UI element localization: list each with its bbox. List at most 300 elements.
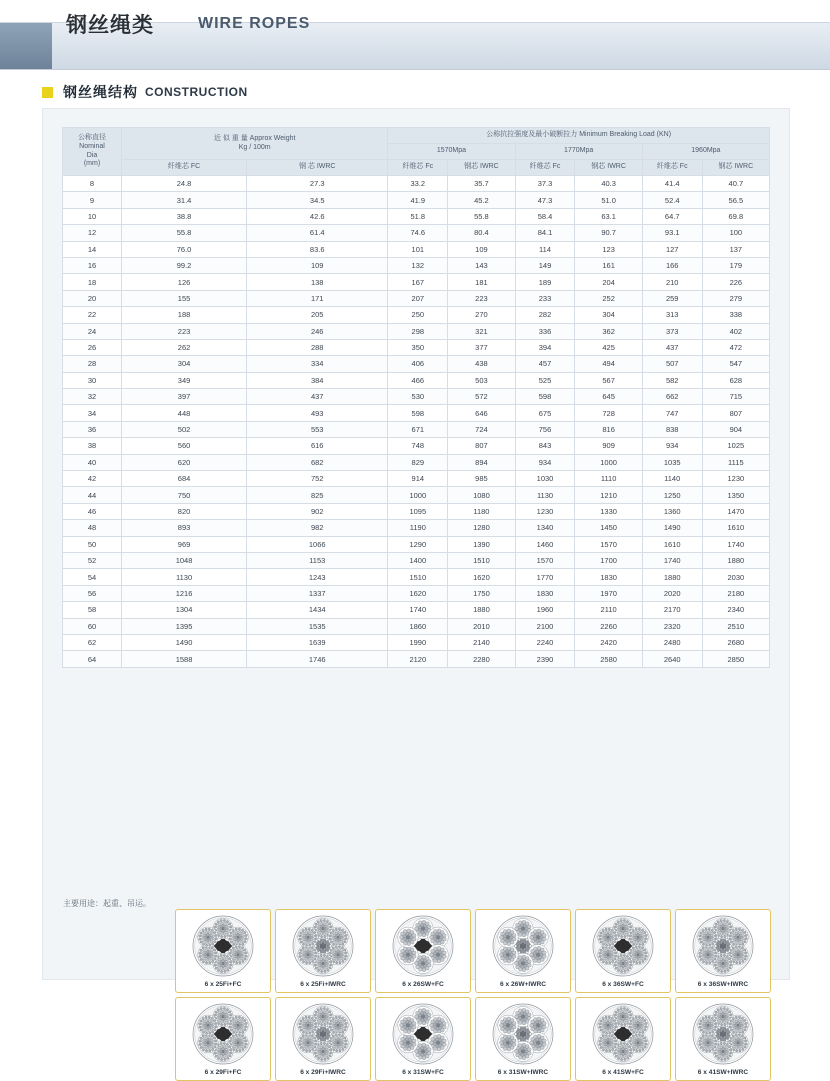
cell-nominal-dia: 48: [63, 520, 122, 536]
cell-value: 246: [247, 323, 388, 339]
rope-cross-section-icon: [592, 915, 654, 977]
cell-value: 47.3: [515, 192, 575, 208]
cell-value: 1000: [575, 454, 642, 470]
cell-value: 397: [122, 389, 247, 405]
cell-value: 252: [575, 290, 642, 306]
table-row: [63, 405, 770, 421]
cell-nominal-dia: 22: [63, 307, 122, 323]
cell-value: 493: [247, 405, 388, 421]
cell-value: 825: [247, 487, 388, 503]
cell-value: 1880: [702, 552, 769, 568]
table-row: [63, 225, 770, 241]
cell-value: 2170: [642, 602, 702, 618]
construction-diagram-cell[interactable]: [575, 997, 671, 1081]
cell-value: 138: [247, 274, 388, 290]
cell-value: 1110: [575, 471, 642, 487]
cell-value: 1510: [388, 569, 448, 585]
cell-nominal-dia: 9: [63, 192, 122, 208]
cell-value: 171: [247, 290, 388, 306]
cell-value: 684: [122, 471, 247, 487]
cell-value: 893: [122, 520, 247, 536]
table-row: [63, 503, 770, 519]
cell-value: 1490: [122, 634, 247, 650]
cell-value: 279: [702, 290, 769, 306]
cell-value: 41.4: [642, 176, 702, 192]
cell-value: 1535: [247, 618, 388, 634]
table-row: [63, 569, 770, 585]
th-load-1570-fc: 纤维芯 Fc: [388, 160, 448, 176]
th-load-1960-iwrc: 钢芯 IWRC: [702, 160, 769, 176]
table-row: [63, 520, 770, 536]
cell-value: 155: [122, 290, 247, 306]
th-load-1570-iwrc: 钢芯 IWRC: [448, 160, 515, 176]
cell-value: 181: [448, 274, 515, 290]
table-body: [63, 176, 770, 668]
th-nominal-dia-l3: Dia: [86, 151, 98, 159]
cell-value: 377: [448, 339, 515, 355]
construction-diagram-label: 6 x 25Fi+IWRC: [300, 981, 346, 988]
cell-value: 109: [448, 241, 515, 257]
cell-value: 1066: [247, 536, 388, 552]
construction-diagram-cell[interactable]: [475, 909, 571, 993]
th-load-1770-fc: 纤维芯 Fc: [515, 160, 575, 176]
cell-value: 1740: [702, 536, 769, 552]
cell-value: 1216: [122, 585, 247, 601]
cell-nominal-dia: 10: [63, 208, 122, 224]
cell-value: 1030: [515, 471, 575, 487]
cell-value: 1230: [515, 503, 575, 519]
bullet-square-icon: [42, 87, 53, 98]
cell-value: 1510: [448, 552, 515, 568]
table-row: [63, 356, 770, 372]
cell-value: 1190: [388, 520, 448, 536]
th-strength-1570: 1570Mpa: [388, 144, 515, 160]
cell-value: 2030: [702, 569, 769, 585]
th-load-1960-fc: 纤维芯 Fc: [642, 160, 702, 176]
cell-value: 114: [515, 241, 575, 257]
cell-nominal-dia: 24: [63, 323, 122, 339]
cell-value: 675: [515, 405, 575, 421]
cell-value: 902: [247, 503, 388, 519]
cell-value: 969: [122, 536, 247, 552]
cell-value: 1140: [642, 471, 702, 487]
table-row: [63, 487, 770, 503]
rope-cross-section-icon: [692, 1003, 754, 1065]
cell-value: 1400: [388, 552, 448, 568]
th-nominal-dia-l1: 公称直径: [78, 134, 106, 141]
cell-value: 1750: [448, 585, 515, 601]
cell-value: 715: [702, 389, 769, 405]
th-strength-1770: 1770Mpa: [515, 144, 642, 160]
table-row: [63, 389, 770, 405]
cell-value: 207: [388, 290, 448, 306]
rope-cross-section-icon: [492, 915, 554, 977]
cell-nominal-dia: 42: [63, 471, 122, 487]
cell-value: 83.6: [247, 241, 388, 257]
cell-nominal-dia: 12: [63, 225, 122, 241]
cell-value: 161: [575, 257, 642, 273]
cell-value: 582: [642, 372, 702, 388]
construction-diagram-label: 6 x 36SW+FC: [602, 981, 644, 988]
cell-value: 123: [575, 241, 642, 257]
cell-value: 1610: [702, 520, 769, 536]
construction-diagram-cell[interactable]: [675, 909, 771, 993]
cell-value: 74.6: [388, 225, 448, 241]
cell-nominal-dia: 38: [63, 438, 122, 454]
construction-diagram-cell[interactable]: [275, 997, 371, 1081]
cell-value: 1460: [515, 536, 575, 552]
cell-value: 313: [642, 307, 702, 323]
cell-value: 40.3: [575, 176, 642, 192]
cell-value: 349: [122, 372, 247, 388]
construction-diagram-label: 6 x 31SW+FC: [402, 1069, 444, 1076]
cell-value: 188: [122, 307, 247, 323]
table-row: [63, 307, 770, 323]
construction-diagram-cell[interactable]: [575, 909, 671, 993]
cell-value: 1095: [388, 503, 448, 519]
cell-value: 137: [702, 241, 769, 257]
cell-value: 2110: [575, 602, 642, 618]
cell-value: 2120: [388, 651, 448, 667]
construction-diagram-cell[interactable]: [475, 997, 571, 1081]
cell-value: 724: [448, 421, 515, 437]
cell-value: 1746: [247, 651, 388, 667]
cell-value: 1434: [247, 602, 388, 618]
cell-value: 2260: [575, 618, 642, 634]
cell-nominal-dia: 64: [63, 651, 122, 667]
cell-value: 1740: [642, 552, 702, 568]
cell-value: 1304: [122, 602, 247, 618]
cell-nominal-dia: 46: [63, 503, 122, 519]
cell-value: 1470: [702, 503, 769, 519]
section-title-cn: 钢丝绳结构: [63, 84, 138, 100]
cell-nominal-dia: 18: [63, 274, 122, 290]
cell-value: 750: [122, 487, 247, 503]
cell-nominal-dia: 8: [63, 176, 122, 192]
cell-nominal-dia: 32: [63, 389, 122, 405]
cell-value: 35.7: [448, 176, 515, 192]
th-load-1770-iwrc: 钢芯 IWRC: [575, 160, 642, 176]
table-row: [63, 438, 770, 454]
table-row: [63, 585, 770, 601]
cell-value: 1770: [515, 569, 575, 585]
cell-value: 210: [642, 274, 702, 290]
cell-value: 350: [388, 339, 448, 355]
cell-value: 2180: [702, 585, 769, 601]
cell-value: 63.1: [575, 208, 642, 224]
cell-value: 645: [575, 389, 642, 405]
cell-nominal-dia: 28: [63, 356, 122, 372]
cell-value: 1880: [448, 602, 515, 618]
table-row: [63, 192, 770, 208]
cell-value: 494: [575, 356, 642, 372]
cell-value: 233: [515, 290, 575, 306]
cell-value: 84.1: [515, 225, 575, 241]
th-breaking-load: 公称抗拉强度及最小破断拉力 Minimum Breaking Load (KN): [388, 128, 770, 144]
cell-value: 166: [642, 257, 702, 273]
construction-diagram-label: 6 x 36SW+IWRC: [697, 981, 749, 988]
cell-value: 1153: [247, 552, 388, 568]
cell-value: 2140: [448, 634, 515, 650]
rope-cross-section-icon: [392, 1003, 454, 1065]
cell-value: 829: [388, 454, 448, 470]
cell-value: 1620: [448, 569, 515, 585]
cell-value: 179: [702, 257, 769, 273]
cell-value: 90.7: [575, 225, 642, 241]
table-row: [63, 552, 770, 568]
cell-value: 304: [122, 356, 247, 372]
cell-value: 262: [122, 339, 247, 355]
rope-cross-section-icon: [192, 1003, 254, 1065]
usage-note: 主要用途：起重、吊运。: [63, 899, 151, 908]
rope-cross-section-icon: [692, 915, 754, 977]
cell-value: 101: [388, 241, 448, 257]
table-row: [63, 602, 770, 618]
cell-value: 2240: [515, 634, 575, 650]
cell-value: 2340: [702, 602, 769, 618]
cell-value: 934: [642, 438, 702, 454]
cell-value: 503: [448, 372, 515, 388]
cell-value: 304: [575, 307, 642, 323]
cell-value: 843: [515, 438, 575, 454]
table-row: [63, 274, 770, 290]
rope-cross-section-icon: [392, 915, 454, 977]
cell-nominal-dia: 34: [63, 405, 122, 421]
cell-value: 204: [575, 274, 642, 290]
construction-diagram-label: 6 x 29Fi+FC: [204, 1069, 242, 1076]
cell-nominal-dia: 36: [63, 421, 122, 437]
cell-value: 1395: [122, 618, 247, 634]
cell-value: 259: [642, 290, 702, 306]
cell-value: 2580: [575, 651, 642, 667]
cell-value: 1080: [448, 487, 515, 503]
cell-value: 1000: [388, 487, 448, 503]
cell-value: 1490: [642, 520, 702, 536]
cell-value: 1290: [388, 536, 448, 552]
cell-value: 402: [702, 323, 769, 339]
table-header: [63, 128, 770, 176]
th-weight-iwrc: 钢 芯 IWRC: [247, 160, 388, 176]
cell-nominal-dia: 62: [63, 634, 122, 650]
cell-value: 728: [575, 405, 642, 421]
cell-value: 93.1: [642, 225, 702, 241]
cell-nominal-dia: 58: [63, 602, 122, 618]
cell-nominal-dia: 14: [63, 241, 122, 257]
cell-value: 914: [388, 471, 448, 487]
construction-diagram-label: 6 x 31SW+IWRC: [497, 1069, 549, 1076]
th-approx-weight: [122, 128, 388, 160]
construction-diagram-label: 6 x 26SW+FC: [402, 981, 444, 988]
cell-value: 2850: [702, 651, 769, 667]
cell-value: 598: [388, 405, 448, 421]
cell-value: 438: [448, 356, 515, 372]
cell-value: 31.4: [122, 192, 247, 208]
cell-value: 662: [642, 389, 702, 405]
cell-value: 288: [247, 339, 388, 355]
construction-diagram-label: 6 x 25Fi+FC: [204, 981, 242, 988]
cell-value: 99.2: [122, 257, 247, 273]
cell-value: 425: [575, 339, 642, 355]
cell-value: 1620: [388, 585, 448, 601]
cell-value: 149: [515, 257, 575, 273]
th-nominal-dia-l2: Nominal: [79, 142, 105, 150]
cell-value: 904: [702, 421, 769, 437]
construction-diagram-cell[interactable]: [375, 909, 471, 993]
cell-value: 2420: [575, 634, 642, 650]
cell-nominal-dia: 50: [63, 536, 122, 552]
table-row: [63, 323, 770, 339]
cell-value: 33.2: [388, 176, 448, 192]
table-row: [63, 241, 770, 257]
cell-value: 437: [642, 339, 702, 355]
cell-nominal-dia: 40: [63, 454, 122, 470]
cell-value: 55.8: [122, 225, 247, 241]
section-title-en: CONSTRUCTION: [145, 85, 248, 99]
cell-value: 61.4: [247, 225, 388, 241]
cell-value: 321: [448, 323, 515, 339]
cell-value: 807: [448, 438, 515, 454]
cell-value: 27.3: [247, 176, 388, 192]
cell-value: 1130: [515, 487, 575, 503]
cell-value: 1130: [122, 569, 247, 585]
construction-diagram-cell[interactable]: [175, 909, 271, 993]
cell-value: 2390: [515, 651, 575, 667]
cell-value: 909: [575, 438, 642, 454]
cell-value: 167: [388, 274, 448, 290]
cell-value: 24.8: [122, 176, 247, 192]
cell-value: 1830: [515, 585, 575, 601]
cell-nominal-dia: 56: [63, 585, 122, 601]
cell-value: 682: [247, 454, 388, 470]
table-row: [63, 176, 770, 192]
cell-value: 2510: [702, 618, 769, 634]
cell-value: 69.8: [702, 208, 769, 224]
cell-value: 448: [122, 405, 247, 421]
table-row: [63, 290, 770, 306]
cell-value: 1337: [247, 585, 388, 601]
cell-value: 58.4: [515, 208, 575, 224]
cell-value: 985: [448, 471, 515, 487]
cell-value: 1740: [388, 602, 448, 618]
th-approx-weight-l1: 近 似 重 量 Approx Weight: [213, 134, 296, 142]
cell-value: 41.9: [388, 192, 448, 208]
cell-value: 1570: [515, 552, 575, 568]
th-weight-fc: 纤维芯 FC: [122, 160, 247, 176]
cell-value: 37.3: [515, 176, 575, 192]
construction-diagram-cell[interactable]: [275, 909, 371, 993]
cell-value: 982: [247, 520, 388, 536]
construction-diagram-cell[interactable]: [675, 997, 771, 1081]
cell-value: 76.0: [122, 241, 247, 257]
cell-value: 560: [122, 438, 247, 454]
th-nominal-dia: [63, 128, 122, 176]
cell-value: 223: [448, 290, 515, 306]
rope-cross-section-icon: [192, 915, 254, 977]
cell-value: 406: [388, 356, 448, 372]
th-strength-1960: 1960Mpa: [642, 144, 769, 160]
cell-value: 1035: [642, 454, 702, 470]
cell-value: 38.8: [122, 208, 247, 224]
header-accent-bar: [0, 23, 52, 69]
cell-nominal-dia: 54: [63, 569, 122, 585]
construction-diagram-cell[interactable]: [175, 997, 271, 1081]
cell-value: 671: [388, 421, 448, 437]
cell-value: 2680: [702, 634, 769, 650]
cell-value: 1048: [122, 552, 247, 568]
page-title-en: WIRE ROPES: [198, 15, 311, 32]
cell-value: 394: [515, 339, 575, 355]
cell-value: 298: [388, 323, 448, 339]
cell-value: 127: [642, 241, 702, 257]
cell-value: 45.2: [448, 192, 515, 208]
cell-value: 2320: [642, 618, 702, 634]
cell-value: 1610: [642, 536, 702, 552]
cell-nominal-dia: 30: [63, 372, 122, 388]
cell-value: 282: [515, 307, 575, 323]
cell-value: 126: [122, 274, 247, 290]
rope-cross-section-icon: [592, 1003, 654, 1065]
cell-value: 616: [247, 438, 388, 454]
cell-value: 1860: [388, 618, 448, 634]
table-row: [63, 634, 770, 650]
cell-value: 1588: [122, 651, 247, 667]
cell-value: 362: [575, 323, 642, 339]
rope-cross-section-icon: [492, 1003, 554, 1065]
construction-diagram-label: 6 x 26W+IWRC: [500, 981, 546, 988]
cell-value: 40.7: [702, 176, 769, 192]
table-row: [63, 536, 770, 552]
cell-value: 109: [247, 257, 388, 273]
table-row: [63, 454, 770, 470]
cell-value: 1210: [575, 487, 642, 503]
cell-value: 507: [642, 356, 702, 372]
cell-value: 530: [388, 389, 448, 405]
cell-value: 1243: [247, 569, 388, 585]
cell-value: 1250: [642, 487, 702, 503]
cell-value: 1570: [575, 536, 642, 552]
page-title-cn: 钢丝绳类: [66, 14, 154, 37]
cell-value: 807: [702, 405, 769, 421]
cell-value: 747: [642, 405, 702, 421]
cell-nominal-dia: 26: [63, 339, 122, 355]
table-header-row-1: [63, 128, 770, 144]
cell-value: 1639: [247, 634, 388, 650]
cell-value: 934: [515, 454, 575, 470]
cell-value: 1360: [642, 503, 702, 519]
cell-value: 748: [388, 438, 448, 454]
cell-value: 334: [247, 356, 388, 372]
cell-value: 457: [515, 356, 575, 372]
cell-value: 1340: [515, 520, 575, 536]
cell-value: 547: [702, 356, 769, 372]
cell-value: 437: [247, 389, 388, 405]
cell-value: 51.8: [388, 208, 448, 224]
specification-table: [62, 127, 770, 668]
cell-value: 1230: [702, 471, 769, 487]
cell-value: 1350: [702, 487, 769, 503]
construction-diagram-label: 6 x 41SW+IWRC: [697, 1069, 749, 1076]
cell-value: 752: [247, 471, 388, 487]
cell-value: 270: [448, 307, 515, 323]
cell-value: 56.5: [702, 192, 769, 208]
th-approx-weight-l2: Kg / 100m: [238, 143, 271, 151]
construction-diagram-cell[interactable]: [375, 997, 471, 1081]
cell-value: 226: [702, 274, 769, 290]
rope-cross-section-icon: [292, 915, 354, 977]
content-panel: [42, 108, 790, 1076]
cell-value: 525: [515, 372, 575, 388]
cell-value: 55.8: [448, 208, 515, 224]
